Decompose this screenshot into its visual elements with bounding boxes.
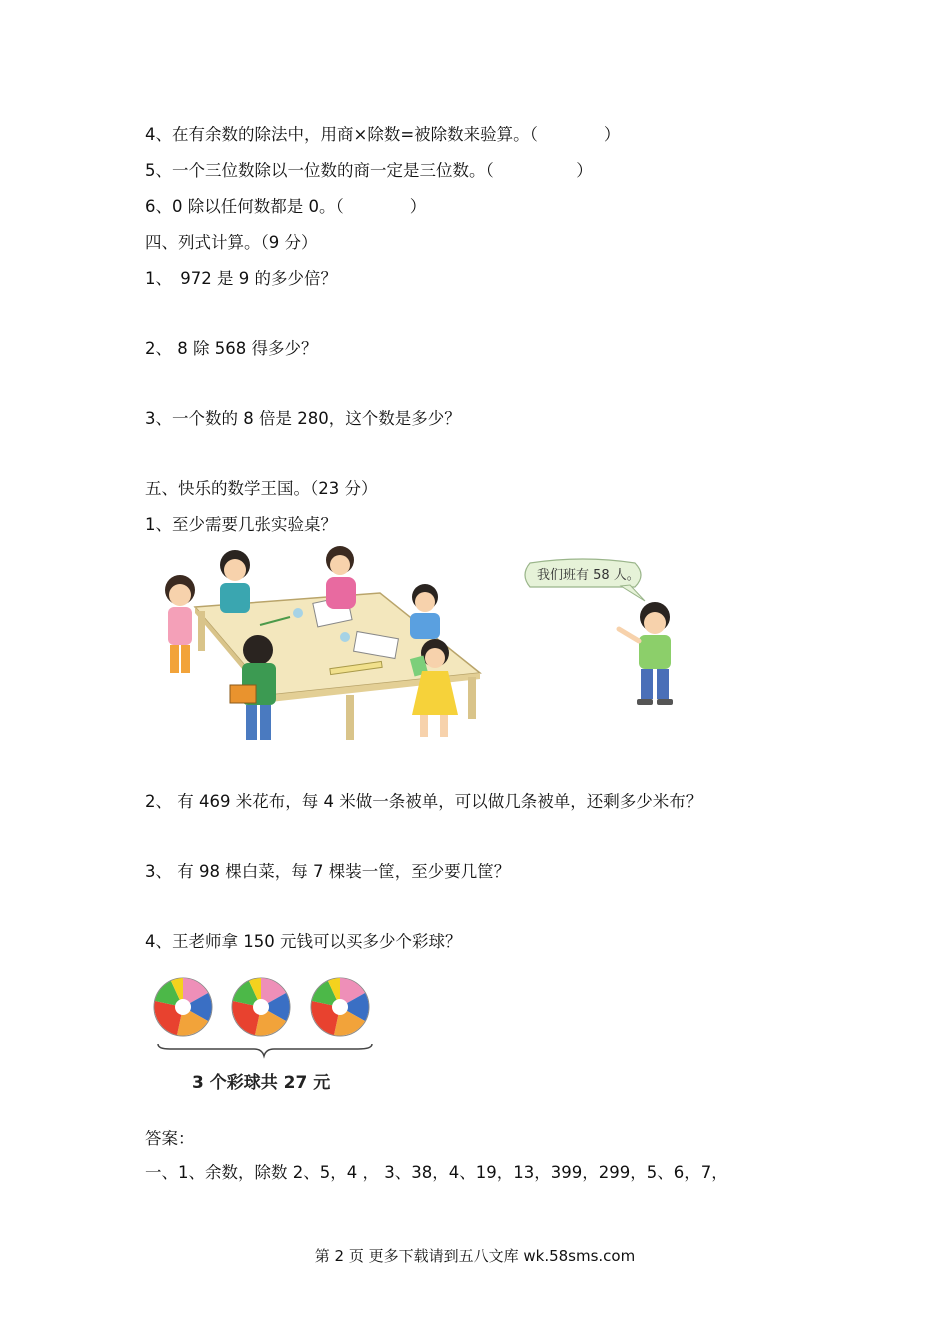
- question-5-3: 3、 有 98 棵白菜，每 7 棵装一筐，至少要几筐？: [145, 862, 511, 881]
- question-4-1: 1、 972 是 9 的多少倍？: [145, 269, 337, 288]
- speech-bubble-text: 我们班有 58 人。: [537, 568, 640, 583]
- question-4-2: 2、 8 除 568 得多少？: [145, 339, 318, 358]
- question-5-2: 2、 有 469 米花布，每 4 米做一条被单，可以做几条被单，还剩多少米布？: [145, 792, 703, 811]
- answers-title: 答案：: [145, 1129, 195, 1148]
- question-3-6: 6、0 除以任何数都是 0。（ ）: [145, 197, 427, 216]
- section-five-title: 五、快乐的数学王国。（23 分）: [145, 479, 378, 498]
- page-footer: 第 2 页 更多下载请到五八文库 wk.58sms.com: [314, 1247, 636, 1265]
- answers-line-1: 一、1、余数，除数 2、5，4 ， 3、38，4、19，13，399，299，5、6，7，: [145, 1163, 728, 1182]
- question-3-5: 5、一个三位数除以一位数的商一定是三位数。（ ）: [145, 161, 593, 180]
- ball-price-caption: 3 个彩球共 27 元: [192, 1073, 331, 1093]
- ball-1: [154, 978, 212, 1036]
- question-5-1: 1、至少需要几张实验桌？: [145, 515, 337, 534]
- question-5-4: 4、王老师拿 150 元钱可以买多少个彩球？: [145, 932, 462, 951]
- brace: [158, 1044, 372, 1056]
- classroom-illustration: [150, 545, 490, 750]
- ball-2: [232, 978, 290, 1036]
- speech-boy-illustration: [515, 555, 695, 715]
- colored-balls-illustration: [150, 972, 380, 1062]
- question-3-4: 4、在有余数的除法中，用商×除数=被除数来验算。（ ）: [145, 125, 621, 144]
- section-four-title: 四、列式计算。（9 分）: [145, 233, 318, 252]
- ball-3: [311, 978, 369, 1036]
- question-4-3: 3、一个数的 8 倍是 280，这个数是多少？: [145, 409, 461, 428]
